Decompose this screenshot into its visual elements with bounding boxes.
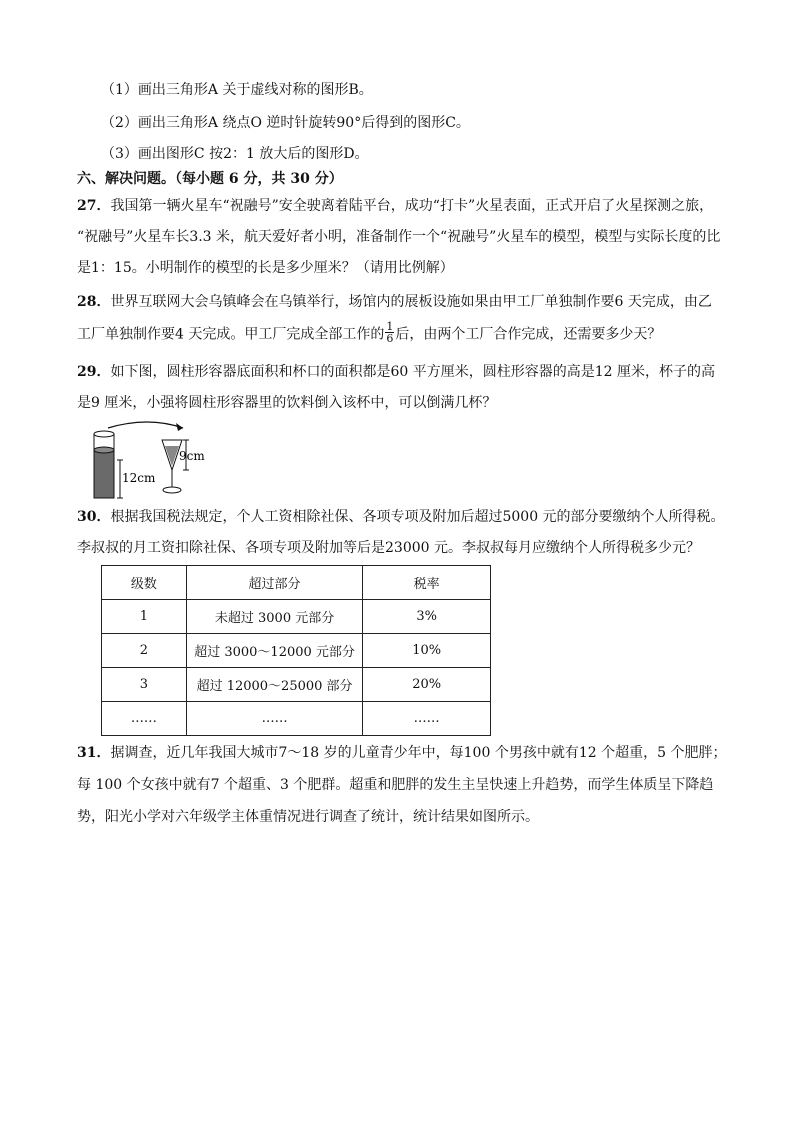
q28-text-2a: 工厂单独制作要4 天完成。甲工厂完成全部工作的	[77, 326, 385, 343]
q28-line-1	[77, 292, 712, 312]
q29-number: 29．	[77, 364, 111, 380]
cylinder-container	[94, 431, 114, 498]
q27-line-1	[77, 196, 713, 216]
table-row	[102, 702, 491, 736]
table-cell: 2	[102, 634, 187, 668]
fraction-one-sixth	[385, 321, 394, 344]
cup-height-label: 9cm	[179, 449, 205, 463]
cylinder-and-cup-figure	[88, 420, 248, 502]
instruction-2: （2）画出三角形A 绕点O 逆时针旋转90°后得到的图形C。	[101, 115, 470, 131]
section-title: 六、解决问题。（每小题 6 分，共 30 分）	[77, 171, 343, 187]
table-row	[102, 600, 491, 634]
q31-line-3: 势，阳光小学对六年级学主体重情况进行调查了统计，统计结果如图所示。	[77, 809, 539, 825]
q28-text-2b: 后，由两个工厂合作完成，还需要多少天？	[395, 326, 662, 343]
table-cell: 3%	[363, 600, 491, 634]
table-cell: 1	[102, 600, 187, 634]
table-cell: 超过 3000～12000 元部分	[186, 634, 363, 668]
table-cell: ……	[363, 702, 491, 736]
q30-number: 30．	[77, 509, 111, 525]
cone-cup	[162, 440, 182, 493]
arrow-head-icon	[176, 423, 183, 431]
q30-line-2: 李叔叔的月工资扣除社保、各项专项及附加等后是23000 元。李叔叔每月应缴纳个人所得税多少元？	[77, 540, 700, 556]
q27-line-2: “祝融号”火星车长3.3 米，航天爱好者小明，准备制作一个“祝融号”火星车的模型，模型与实际长度的比	[77, 229, 721, 245]
q29-line-1	[77, 362, 715, 382]
fraction-numerator: 1	[386, 320, 394, 333]
header-cell: 超过部分	[186, 566, 363, 600]
q31-number: 31．	[77, 745, 111, 761]
pour-arrow	[108, 422, 183, 428]
instruction-3: （3）画出图形C 按2：1 放大后的图形D。	[101, 146, 369, 162]
fraction-denominator: 6	[386, 332, 394, 345]
tax-rate-table	[101, 565, 491, 736]
q29-line-2: 是9 厘米，小强将圆柱形容器里的饮料倒入该杯中，可以倒满几杯？	[77, 395, 497, 411]
q30-text-1: 根据我国税法规定，个人工资相除社保、各项专项及附加后超过5000 元的部分要缴纳个人所得税。	[110, 509, 725, 525]
table-cell: 未超过 3000 元部分	[186, 600, 363, 634]
instruction-1: （1）画出三角形A 关于虚线对称的图形B。	[101, 82, 373, 98]
table-cell: ……	[186, 702, 363, 736]
table-cell: 超过 12000～25000 部分	[186, 668, 363, 702]
q28-number: 28．	[77, 294, 111, 310]
table-row	[102, 668, 491, 702]
q27-line-3: 是1：15。小明制作的模型的长是多少厘米？（请用比例解）	[77, 260, 454, 276]
table-cell: 10%	[363, 634, 491, 668]
q30-line-1	[77, 507, 725, 527]
q28-line-2	[77, 320, 662, 346]
q27-text-1: 我国第一辆火星车“祝融号”安全驶离着陆平台，成功“打卡”火星表面，正式开启了火星探测之旅，	[110, 198, 714, 214]
q31-text-1: 据调查，近几年我国大城市7～18 岁的儿童青少年中，每100 个男孩中就有12 个超重，5 个肥胖；	[110, 745, 727, 761]
header-cell: 税率	[363, 566, 491, 600]
q28-text-1: 世界互联网大会乌镇峰会在乌镇举行，场馆内的展板设施如果由甲工厂单独制作要6 天完成，由乙	[110, 294, 712, 310]
q27-number: 27．	[77, 198, 111, 214]
table-cell: ……	[102, 702, 187, 736]
table-row	[102, 634, 491, 668]
q31-line-2: 每 100 个女孩中就有7 个超重、3 个肥群。超重和肥胖的发生主呈快速上升趋势，而学生体质呈下降趋	[77, 777, 714, 793]
table-cell: 20%	[363, 668, 491, 702]
q31-line-1	[77, 743, 726, 763]
header-cell: 级数	[102, 566, 187, 600]
q29-text-1: 如下图，圆柱形容器底面积和杯口的面积都是60 平方厘米，圆柱形容器的高是12 厘米，杯子的高	[110, 364, 716, 380]
table-cell: 3	[102, 668, 187, 702]
table-header-row	[102, 566, 491, 600]
cylinder-height-label: 12cm	[122, 471, 156, 485]
